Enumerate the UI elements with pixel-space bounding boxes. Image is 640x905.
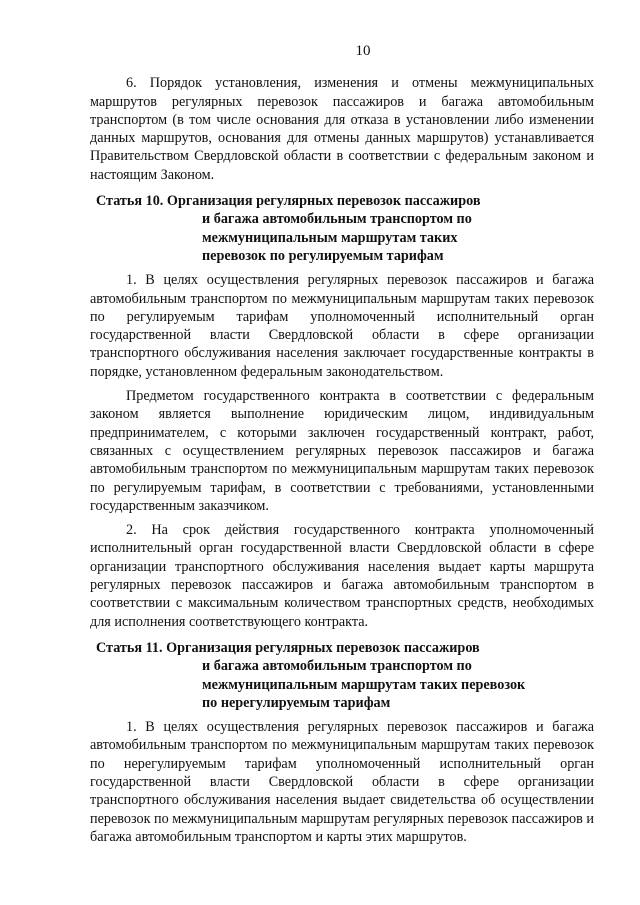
article-10-heading-line: перевозок по регулируемым тарифам <box>202 247 444 264</box>
article-11-heading-line: по нерегулируемым тарифам <box>202 694 391 711</box>
article-10-paragraph-1: 1. В целях осуществления регулярных перевозок пассажиров и багажа автомобильным транспортом по межмуниципальным маршрутам таких перевозок по регулируемым тарифам уполномоченный исполнительный орган государственной власти Свердловской области в сфере организации транспортного обслуживания населения заключает государственные контракты в порядке, установленном федеральным законодательством. <box>90 272 594 380</box>
article-10-heading <box>90 192 594 265</box>
section-6-paragraph: 6. Порядок установления, изменения и отмены межмуниципальных маршрутов регулярных перевозок пассажиров и багажа автомобильным транспортом (в том числе основания для отказа в установлении либо изменении данных маршрутов, основания для отмены данных маршрутов) устанавливается Правительством Свердловской области в соответствии с федеральным законом и настоящим Законом. <box>90 75 594 183</box>
article-10-heading-line: Статья 10. Организация регулярных перевозок пассажиров <box>96 193 481 210</box>
article-10-paragraph-2: Предметом государственного контракта в соответствии с федеральным законом является выполнение юридическим лицом, индивидуальным предпринимателем, с которыми заключен государственный контракт, работ, связанных с осуществлением регулярных перевозок пассажиров и багажа автомобильным транспортом по межмуниципальным маршрутам таких перевозок по регулируемым тарифам, в соответствии с требованиями, установленными государственным заказчиком. <box>90 388 594 514</box>
article-11-heading-line: и багажа автомобильным транспортом по <box>202 658 472 675</box>
article-11-paragraph-1: 1. В целях осуществления регулярных перевозок пассажиров и багажа автомобильным транспортом по межмуниципальным маршрутам таких перевозок по нерегулируемым тарифам уполномоченный исполнительный орган государственной власти Свердловской области в сфере организации транспортного обслуживания населения выдает свидетельства об осуществлении перевозок по межмуниципальным маршрутам регулярных перевозок пассажиров и багажа автомобильным транспортом и карты этих маршрутов. <box>90 719 594 845</box>
article-10-paragraph-3: 2. На срок действия государственного контракта уполномоченный исполнительный орган государственной власти Свердловской области в сфере организации транспортного обслуживания населения выдает карты маршрута регулярных перевозок пассажиров и багажа автомобильным транспортом в соответствии с максимальным количеством транспортных средств, необходимых для исполнения соответствующего контракта. <box>90 522 594 630</box>
article-10-heading-line: и багажа автомобильным транспортом по <box>202 211 472 228</box>
article-10-heading-line: межмуниципальным маршрутам таких <box>202 229 458 246</box>
article-11-heading <box>90 639 594 712</box>
article-11-heading-line: межмуниципальным маршрутам таких перевозок <box>202 676 526 693</box>
article-11-heading-line: Статья 11. Организация регулярных перевозок пассажиров <box>96 639 480 656</box>
page-number: 10 <box>355 43 371 59</box>
